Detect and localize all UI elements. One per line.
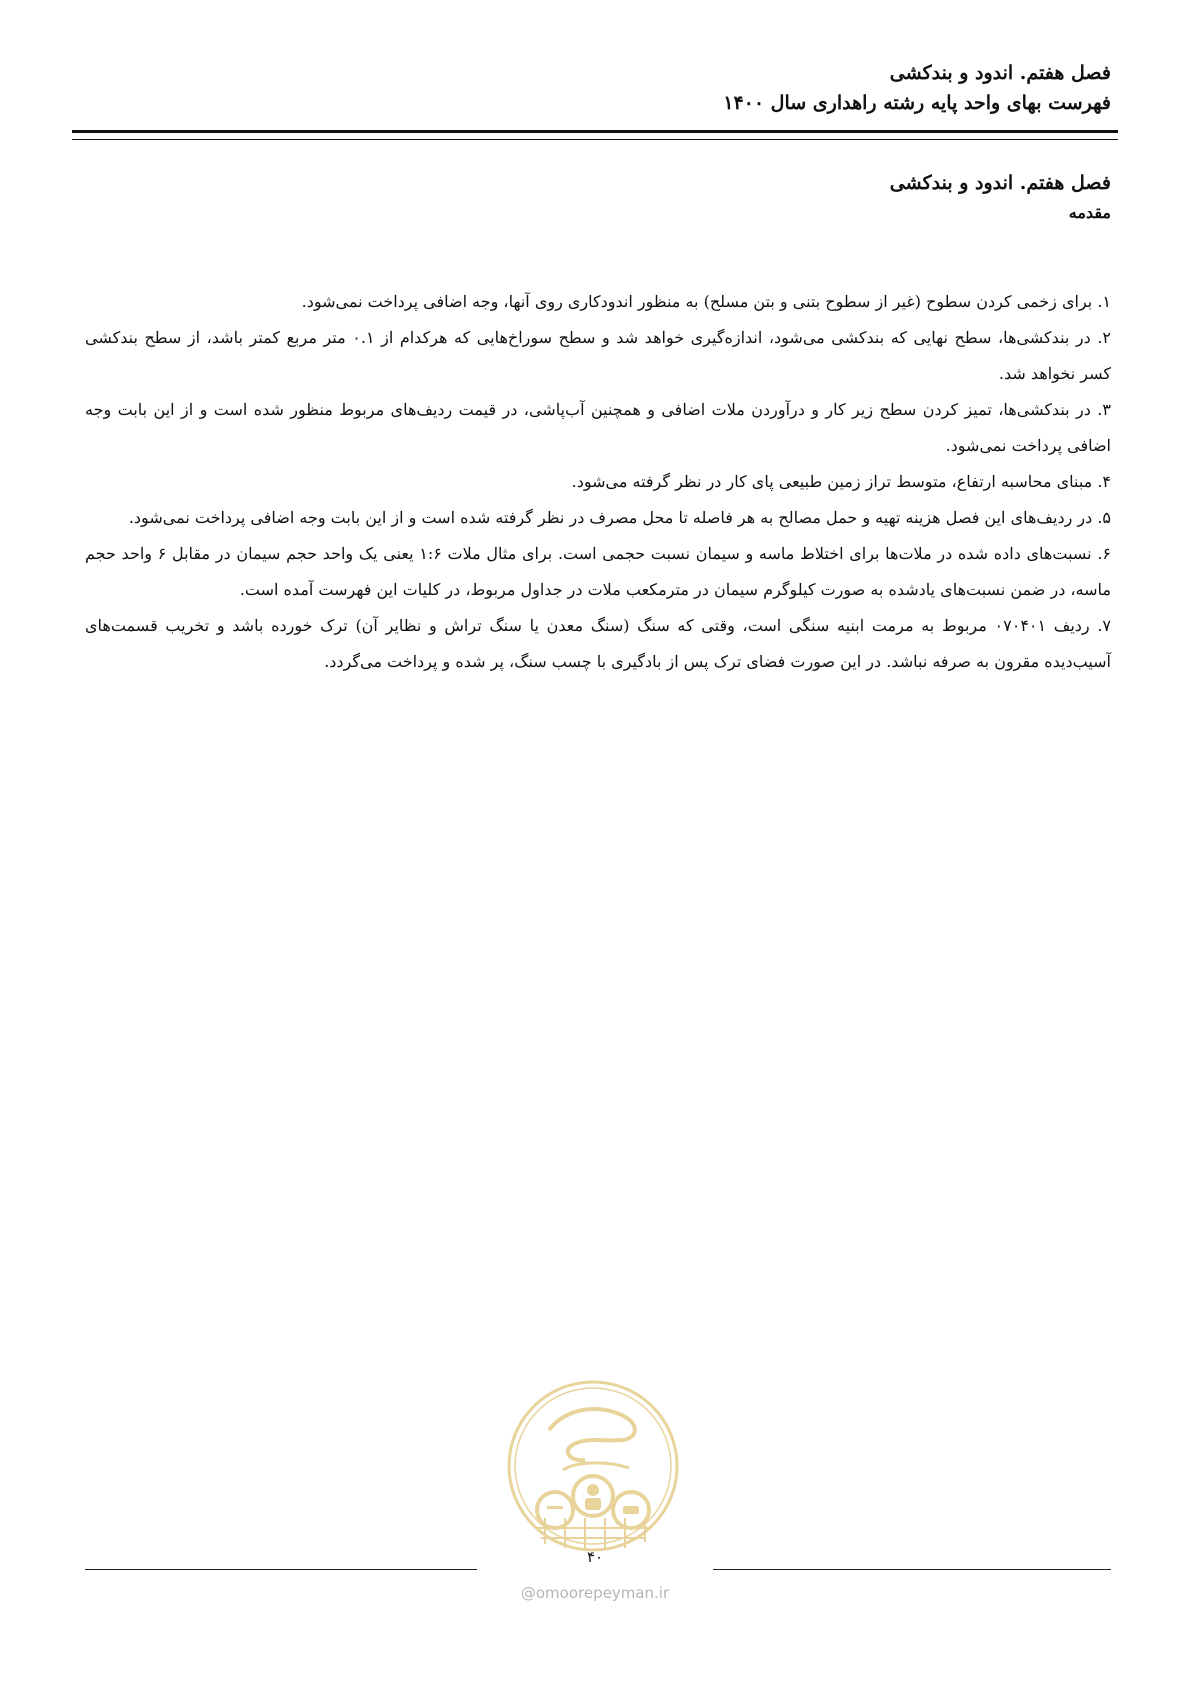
- footer-divider-right: [713, 1569, 1111, 1570]
- logo-watermark-icon: [505, 1378, 681, 1554]
- list-item: ۲. در بندکشی‌ها، سطح نهایی که بندکشی می‌شود، اندازه‌گیری خواهد شد و سطح سوراخ‌هایی که هرکدام از ۰.۱ متر مربع کمتر باشد، از سطح بندکشی کسر نخواهد شد.: [85, 328, 1112, 383]
- list-item: ۶. نسبت‌های داده شده در ملات‌ها برای اختلاط ماسه و سیمان نسبت حجمی است. برای مثال ملات ۱:۶ یعنی یک واحد حجم سیمان در مقابل ۶ واحد حجم ماسه، در ضمن نسبت‌های یادشده به صورت کیلوگرم سیمان در مترمکعب ملات در جداول مربوط، در کلیات این فهرست آمده است.: [85, 544, 1111, 599]
- list-item: ۴. مبنای محاسبه ارتفاع، متوسط تراز زمین طبیعی پای کار در نظر گرفته می‌شود.: [571, 472, 1111, 491]
- page-number: ۴۰: [586, 1548, 604, 1566]
- list-item: ۵. در ردیف‌های این فصل هزینه تهیه و حمل مصالح به هر فاصله تا محل مصرف در نظر گرفته شده است و از این بابت وجه اضافی پرداخت نمی‌شود.: [128, 508, 1111, 527]
- footer-divider-left: [85, 1569, 477, 1570]
- section-subtitle: مقدمه: [1068, 203, 1111, 222]
- section-title: فصل هفتم. اندود و بندکشی: [889, 172, 1111, 194]
- list-item: ۷. ردیف ۰۷۰۴۰۱ مربوط به مرمت ابنیه سنگی است، وقتی که سنگ (سنگ معدن یا سنگ تراش و نظایر آن) ترک خورده باشد و تخریب قسمت‌های آسیب‌دیده مقرون به صرفه نباشد. در این صورت فضای ترک پس از بادگیری با چسب سنگ، پر شده و پرداخت می‌گردد.: [85, 616, 1112, 671]
- intro-list: [85, 284, 1111, 680]
- list-item: ۳. در بندکشی‌ها، تمیز کردن سطح زیر کار و درآوردن ملات اضافی و همچنین آب‌پاشی، در قیمت ردیف‌های مربوط منظور شده است و از این بابت وجه اضافی پرداخت نمی‌شود.: [85, 400, 1111, 455]
- list-item: ۱. برای زخمی کردن سطوح (غیر از سطوح بتنی و بتن مسلح) به منظور اندودکاری روی آنها، وجه اضافی پرداخت نمی‌شود.: [301, 292, 1111, 311]
- header-chapter-title: فصل هفتم. اندود و بندکشی: [889, 62, 1111, 84]
- header-divider: [72, 130, 1118, 140]
- header-document-title: فهرست بهای واحد پایه رشته راهداری سال ۱۴۰۰: [723, 92, 1111, 114]
- section-heading: [80, 168, 1111, 228]
- page-header: [80, 58, 1111, 118]
- site-watermark-text: @omoorepeyman.ir: [520, 1584, 670, 1602]
